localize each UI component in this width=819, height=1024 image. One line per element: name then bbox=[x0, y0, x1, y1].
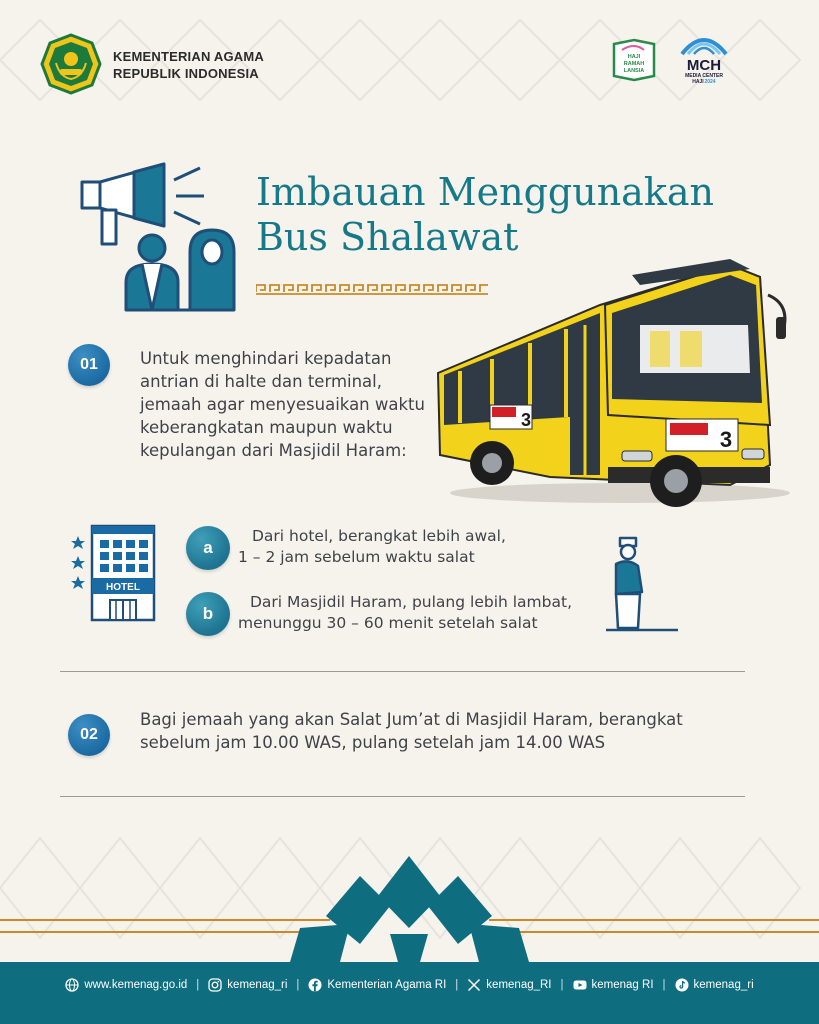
sub-item-b-line-2: menunggu 30 – 60 menit setelah salat bbox=[238, 614, 538, 632]
item-02-line-2: sebelum jam 10.00 WAS, pulang setelah jam 14.00 WAS bbox=[140, 733, 606, 752]
footer-website: www.kemenag.go.id bbox=[84, 979, 188, 991]
tiktok-icon bbox=[675, 978, 689, 992]
divider-line bbox=[60, 796, 745, 797]
sub-item-a-text bbox=[238, 526, 506, 568]
ministry-line-2: REPUBLIK INDONESIA bbox=[113, 66, 259, 81]
haji-ramah-lansia-logo bbox=[610, 38, 658, 82]
footer-youtube: kemenag RI bbox=[591, 979, 654, 991]
footer-x: kemenag_RI bbox=[486, 979, 552, 991]
kemenag-emblem-icon bbox=[40, 33, 102, 95]
page-title bbox=[256, 170, 714, 260]
sub-item-b-text bbox=[238, 592, 572, 634]
footer-separator: | bbox=[560, 979, 564, 991]
item-number-badge: 01 bbox=[68, 344, 110, 386]
sub-item-badge-a: a bbox=[186, 526, 230, 570]
instagram-icon bbox=[208, 978, 222, 992]
mch-year: 2024 bbox=[704, 79, 716, 85]
sub-item-a-line-2: 1 – 2 jam sebelum waktu salat bbox=[238, 548, 475, 566]
sub-item-a-line-1: Dari hotel, berangkat lebih awal, bbox=[252, 527, 506, 545]
footer-separator: | bbox=[455, 979, 459, 991]
mch-line-1: MEDIA CENTER bbox=[685, 73, 723, 79]
mch-logo bbox=[676, 30, 732, 90]
footer-separator: | bbox=[296, 979, 300, 991]
sub-item-b-line-1: Dari Masjidil Haram, pulang lebih lambat, bbox=[250, 593, 572, 611]
title-line-1: Imbauan Menggunakan bbox=[256, 170, 714, 214]
megaphone-people-icon bbox=[72, 160, 242, 320]
lansia-text-2: RAMAH bbox=[623, 61, 645, 67]
mch-acronym: MCH bbox=[686, 57, 722, 74]
praying-man-icon bbox=[600, 530, 682, 634]
title-line-2: Bus Shalawat bbox=[256, 215, 519, 259]
bottom-ornament bbox=[0, 836, 819, 968]
item-number-badge: 02 bbox=[68, 714, 110, 756]
item-02-line-1: Bagi jemaah yang akan Salat Jum’at di Masjidil Haram, berangkat bbox=[140, 710, 683, 729]
divider-line bbox=[60, 671, 745, 672]
footer-separator: | bbox=[662, 979, 666, 991]
item-01-text: Untuk menghindari kepadatan antrian di halte dan terminal, jemaah agar menyesuaikan waktu keberangkatan maupun waktu kepulangan dari Masjidil Haram: bbox=[140, 349, 425, 460]
footer-facebook-link[interactable] bbox=[308, 978, 446, 992]
ministry-name bbox=[113, 48, 264, 82]
footer-x-link[interactable] bbox=[467, 978, 551, 992]
lansia-text-1: HAJI bbox=[627, 54, 641, 60]
x-twitter-icon bbox=[467, 978, 481, 992]
footer-social-links bbox=[0, 975, 819, 995]
footer-instagram: kemenag_ri bbox=[227, 979, 288, 991]
footer-youtube-link[interactable] bbox=[573, 978, 654, 992]
footer-facebook: Kementerian Agama RI bbox=[327, 979, 447, 991]
item-02-text bbox=[140, 708, 740, 754]
footer-tiktok: kemenag_ri bbox=[693, 979, 754, 991]
footer-tiktok-link[interactable] bbox=[675, 978, 754, 992]
mch-line-2: HAJI bbox=[692, 79, 704, 85]
footer-website-link[interactable] bbox=[65, 978, 187, 992]
facebook-icon bbox=[308, 978, 322, 992]
hotel-icon bbox=[70, 522, 160, 624]
lansia-text-3: LANSIA bbox=[623, 68, 645, 74]
footer-separator: | bbox=[196, 979, 200, 991]
ministry-line-1: KEMENTERIAN AGAMA bbox=[113, 49, 264, 64]
hotel-sign: HOTEL bbox=[106, 582, 140, 593]
bus-front-route-number: 3 bbox=[719, 427, 733, 452]
footer-instagram-link[interactable] bbox=[208, 978, 287, 992]
sub-item-badge-b: b bbox=[186, 592, 230, 636]
shalawat-bus-illustration bbox=[430, 255, 795, 510]
youtube-icon bbox=[573, 978, 587, 992]
globe-icon bbox=[65, 978, 79, 992]
bus-side-route-number: 3 bbox=[520, 410, 532, 430]
